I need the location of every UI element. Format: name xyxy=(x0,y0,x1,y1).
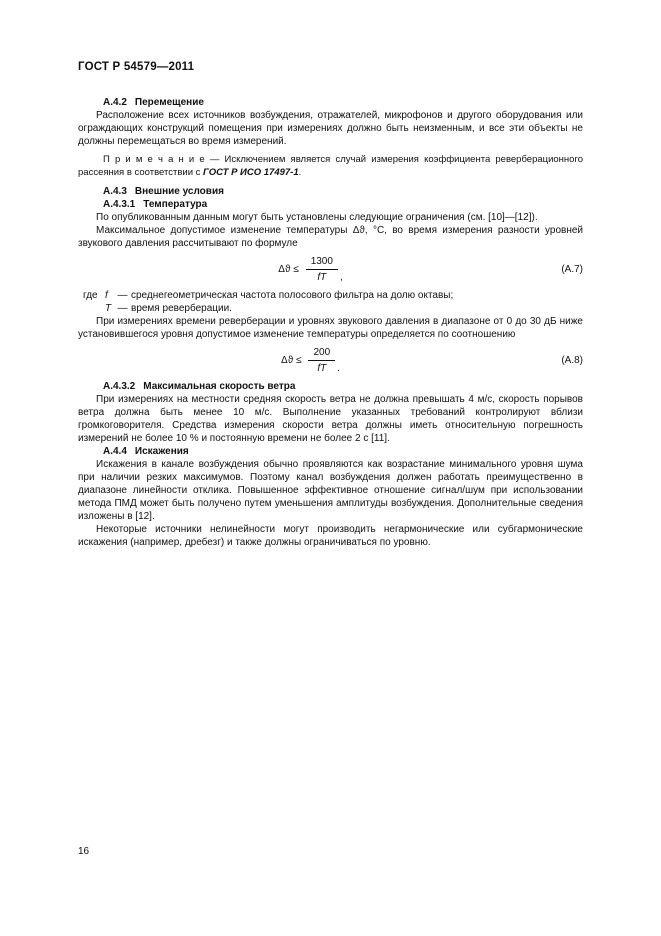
heading-number: А.4.3.1 xyxy=(103,199,136,210)
where-symbol-t: T xyxy=(105,303,112,314)
where-row-t xyxy=(83,302,583,315)
paragraph-temperature-formula-intro: Максимальное допустимое изменение температуры Δϑ, °С, во время измерения разности уровней звукового давления рассчитывают по формуле xyxy=(78,225,583,249)
formula-a8 xyxy=(78,346,583,375)
document-header: ГОСТ Р 54579—2011 xyxy=(78,61,195,73)
section-heading-a4-3-2 xyxy=(78,380,583,393)
paragraph-movement: Расположение всех источников возбуждения, отражателей, микрофонов и другого оборудования или ограждающих конструкций помещения при измерениях должно быть неизменным, и все эти объекты не должны перемещаться во время измерений. xyxy=(78,110,583,147)
formula-number: (А.8) xyxy=(561,355,583,366)
fraction xyxy=(308,346,335,375)
fraction-denominator: fT xyxy=(317,272,327,283)
note-suffix: . xyxy=(298,167,302,178)
heading-title: Температура xyxy=(143,199,208,210)
fraction-numerator: 1300 xyxy=(306,255,338,270)
where-row-f xyxy=(83,289,583,302)
where-definition-t: время реверберации. xyxy=(131,303,232,314)
where-definition-f: среднегеометрическая частота полосового фильтра на долю октавы; xyxy=(131,290,454,301)
section-heading-a4-3-1 xyxy=(78,198,583,211)
where-dash: — xyxy=(117,290,128,301)
section-heading-a4-4 xyxy=(78,445,583,458)
note-text: Исключением является случай измерения коэффициента реверберационного рассеяния в соответствии с xyxy=(78,154,584,178)
where-lead: где xyxy=(83,290,98,301)
section-heading-a4-2 xyxy=(78,96,583,109)
document-body xyxy=(78,96,583,549)
section-heading-a4-3 xyxy=(78,185,583,198)
formula-lhs: Δϑ ≤ xyxy=(281,355,302,366)
paragraph-wind-speed: При измерениях на местности средняя скорость ветра не должна превышать 4 м/с, скорость порывов ветра должна быть менее 10 м/с. Выполнение указанных требований контролируют вблизи громкоговорителя. Средства измерения скорости ветра должны иметь относительную погрешность измерений не более 10 % и постоянную времени не более 2 с [11]. xyxy=(78,394,583,444)
fraction xyxy=(306,255,338,284)
heading-number: А.4.3.2 xyxy=(103,381,136,392)
gost-reference: ГОСТ Р ИСО 17497-1 xyxy=(203,167,299,178)
where-symbol-f: f xyxy=(105,290,108,301)
where-dash: — xyxy=(117,303,128,314)
formula-trailing-punct: . xyxy=(337,363,340,374)
page-number: 16 xyxy=(78,846,90,857)
heading-title: Максимальная скорость ветра xyxy=(143,381,296,392)
heading-title: Внешние условия xyxy=(134,186,224,197)
heading-number: А.4.4 xyxy=(103,446,127,457)
formula-a7-expression xyxy=(78,255,543,284)
where-list xyxy=(83,289,583,315)
formula-number: (А.7) xyxy=(561,264,583,275)
formula-a8-expression xyxy=(78,346,543,375)
note-label: П р и м е ч а н и е — xyxy=(103,154,225,165)
heading-title: Искажения xyxy=(134,446,189,457)
where-lead xyxy=(83,302,105,315)
paragraph-distortions-2: Некоторые источники нелинейности могут производить негармонические или субгармонические искажения (например, дребезг) и также должны ограничиваться по уровню. xyxy=(78,524,583,548)
formula-trailing-punct: , xyxy=(339,272,343,283)
formula-lhs: Δϑ ≤ xyxy=(278,264,299,275)
paragraph-distortions-1: Искажения в канале возбуждения обычно проявляются как возрастание минимального уровня шума при наличии резких максимумов. Поэтому канал возбуждения должен работать преимущественно в диапазоне линейности отклика. Повышенное эффективное отношение сигнал/шум при использовании метода ПМД может быть получено путем уменьшения амплитуды возбуждения. Дополнительные сведения изложены в [12]. xyxy=(78,459,583,522)
fraction-numerator: 200 xyxy=(308,346,335,361)
formula-a7 xyxy=(78,255,583,284)
paragraph-temperature-limits: По опубликованным данным могут быть установлены следующие ограничения (см. [10]—[12]). xyxy=(96,212,538,223)
heading-title: Перемещение xyxy=(134,97,204,108)
heading-number: А.4.3 xyxy=(103,186,127,197)
heading-number: А.4.2 xyxy=(103,97,127,108)
note xyxy=(78,153,583,179)
fraction-denominator: fT xyxy=(317,363,327,374)
paragraph-reverberation-measurement: При измерениях времени реверберации и уровнях звукового давления в диапазоне от 0 до 30 дБ ниже установившегося уровня допустимое изменение температуры определяется по соотношению xyxy=(78,316,583,340)
